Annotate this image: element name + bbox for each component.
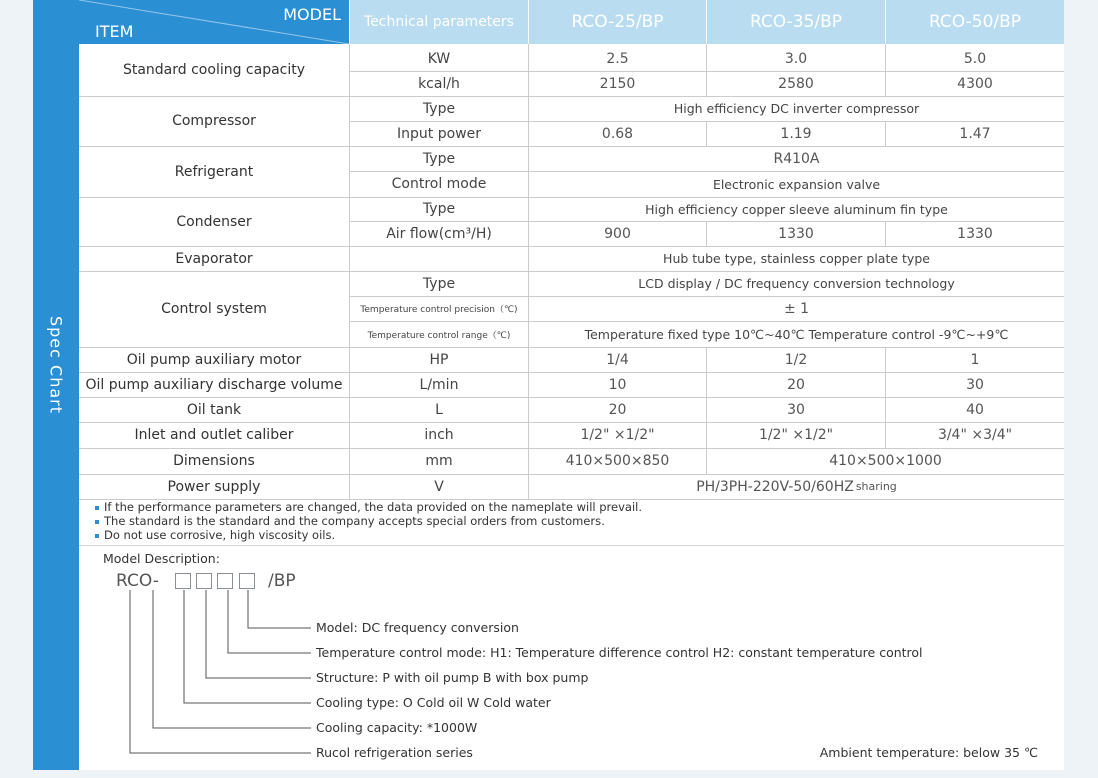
cooling-kw-25: 2.5 (606, 50, 629, 67)
row-refrigerant-item: Refrigerant (174, 163, 254, 180)
note-3: Do not use corrosive, high viscosity oils. (95, 528, 335, 542)
compressor-type-value: High efficiency DC inverter compressor (673, 101, 920, 116)
note-2: The standard is the standard and the company accepts special orders from customers. (95, 514, 605, 528)
ambient-temperature: Ambient temperature: below 35 ℃ (819, 745, 1038, 760)
row-control-item: Control system (161, 301, 267, 317)
row-discharge-item: Oil pump auxiliary discharge volume (85, 376, 343, 393)
desc-structure: Structure: P with oil pump B with box pump (316, 670, 589, 685)
refrigerant-mode-value: Electronic expansion valve (712, 176, 881, 192)
model-code-prefix: RCO- (116, 571, 159, 591)
condenser-airflow-25: 900 (604, 225, 631, 242)
sidebar-label: Spec Chart (46, 315, 66, 415)
motor-unit: HP (429, 351, 449, 368)
motor-25: 1/4 (606, 351, 629, 368)
desc-temp-control: Temperature control mode: H1: Temperature difference control H2: constant temperature control (316, 645, 923, 660)
dimensions-unit: mm (425, 453, 453, 469)
motor-50: 1 (970, 351, 980, 368)
compressor-power-35: 1.19 (780, 125, 812, 142)
condenser-airflow-label: Air flow(cm³/H) (386, 225, 492, 242)
header-model-label: MODEL (283, 5, 341, 24)
cooling-kcal-25: 2150 (599, 75, 636, 92)
discharge-25: 10 (608, 376, 627, 393)
tank-unit: L (435, 401, 443, 418)
power-unit: V (434, 478, 444, 495)
caliber-25: 1/2" ×1/2" (580, 427, 655, 443)
caliber-unit: inch (424, 427, 454, 443)
condenser-airflow-35: 1330 (778, 225, 814, 242)
row-cooling-item: Standard cooling capacity (122, 62, 306, 78)
caliber-35: 1/2" ×1/2" (758, 427, 834, 443)
power-spec: PH/3PH-220V-50/60HZ (696, 478, 854, 495)
desc-series: Rucol refrigeration series (316, 745, 473, 760)
row-compressor-item: Compressor (172, 113, 256, 129)
row-caliber-item: Inlet and outlet caliber (134, 427, 294, 443)
cooling-unit-kw: KW (427, 50, 451, 67)
header-item-label: ITEM (95, 22, 134, 41)
dimensions-35-50: 410×500×1000 (829, 453, 942, 469)
dimensions-25: 410×500×850 (565, 453, 670, 469)
cooling-unit-kcal: kcal/h (418, 75, 460, 92)
compressor-power-50: 1.47 (959, 125, 991, 142)
cooling-kw-50: 5.0 (963, 50, 987, 67)
model-description-title: Model Description: (103, 551, 220, 566)
model-code-suffix: /BP (268, 571, 296, 591)
row-dimensions-item: Dimensions (173, 453, 255, 469)
desc-model: Model: DC frequency conversion (316, 620, 519, 635)
compressor-power-25: 0.68 (601, 125, 634, 142)
cooling-kw-35: 3.0 (784, 50, 808, 67)
control-type-value: LCD display / DC frequency conversion technology (638, 276, 955, 291)
desc-cooling-capacity: Cooling capacity: *1000W (316, 720, 478, 735)
tank-35: 30 (787, 401, 805, 418)
row-evaporator-item: Evaporator (175, 250, 253, 267)
control-range-value: Temperature fixed type 10℃~40℃ Temperature control -9℃~+9℃ (584, 326, 1009, 342)
header-model-2: RCO-35/BP (707, 0, 885, 44)
compressor-type-label: Type (422, 100, 456, 117)
refrigerant-mode-label: Control mode (391, 176, 487, 192)
note-1: If the performance parameters are changed, the data provided on the nameplate will prevail. (95, 500, 642, 514)
desc-cooling-type: Cooling type: O Cold oil W Cold water (316, 695, 551, 710)
header-tech-params: Technical parameters (350, 0, 528, 44)
refrigerant-type-label: Type (422, 150, 456, 167)
control-range-label: Temperature control range（℃) (367, 330, 511, 341)
power-sharing: sharing (855, 480, 897, 493)
control-type-label: Type (422, 275, 456, 292)
row-power-item: Power supply (167, 478, 261, 495)
tank-25: 20 (608, 401, 627, 418)
refrigerant-type-value: R410A (773, 150, 820, 167)
motor-35: 1/2 (784, 351, 808, 368)
row-motor-item: Oil pump auxiliary motor (126, 351, 302, 368)
header-model-1: RCO-25/BP (529, 0, 706, 44)
control-precision-label: Temperature control precision（℃) (360, 305, 518, 315)
evaporator-value: Hub tube type, stainless copper plate type (663, 251, 930, 266)
discharge-unit: L/min (419, 376, 459, 393)
row-tank-item: Oil tank (186, 401, 242, 418)
condenser-type-value: High efficiency copper sleeve aluminum fin type (645, 201, 948, 217)
cooling-kcal-50: 4300 (957, 75, 993, 92)
cooling-kcal-35: 2580 (778, 75, 814, 92)
control-precision-value: ± 1 (783, 300, 810, 317)
header-model-3: RCO-50/BP (886, 0, 1064, 44)
condenser-type-label: Type (422, 201, 456, 217)
condenser-airflow-50: 1330 (957, 225, 993, 242)
discharge-35: 20 (787, 376, 805, 393)
compressor-power-label: Input power (397, 125, 481, 142)
discharge-50: 30 (966, 376, 984, 393)
caliber-50: 3/4" ×3/4" (937, 427, 1013, 443)
tank-50: 40 (966, 401, 984, 418)
row-condenser-item: Condenser (176, 213, 252, 230)
